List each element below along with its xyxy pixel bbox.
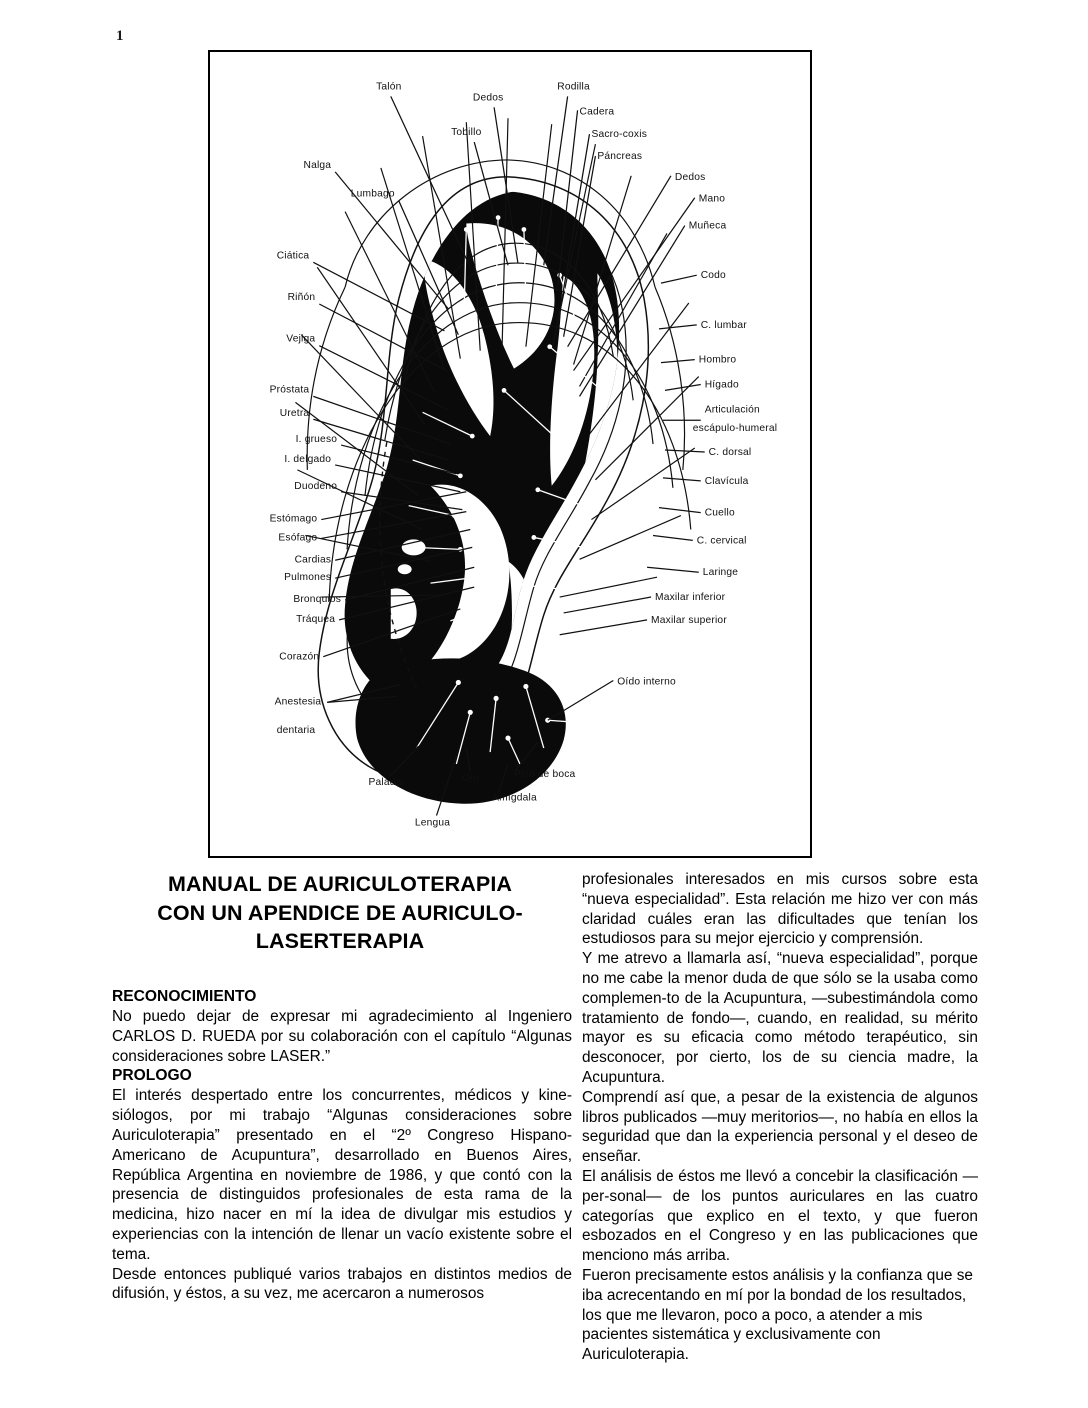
- label-rodilla: Rodilla: [557, 81, 590, 93]
- label-hombro: Hombro: [698, 354, 737, 366]
- heading-prologo: PROLOGO: [112, 1067, 192, 1085]
- page-title: [112, 870, 568, 956]
- label-cardias: Cardias: [294, 554, 332, 566]
- ear-illustration: [295, 118, 698, 804]
- label-cuello: Cuello: [704, 507, 735, 519]
- title-line-2: CON UN APENDICE DE AURICULO-: [157, 900, 523, 925]
- label-uretra: Uretra: [279, 408, 310, 420]
- label-c-dorsal: C. dorsal: [708, 446, 752, 458]
- label-c-lumbar: C. lumbar: [700, 319, 747, 331]
- label-clavicula: Clavícula: [704, 475, 749, 487]
- paragraph-right-3: Comprendí así que, a pesar de la existencia de algunos libros publicados —muy meritorios—, no había en ellos la seguridad que dan la experiencia personal y el deseo de enseñar.: [582, 1088, 978, 1166]
- title-line-3: LASERTERAPIA: [255, 929, 425, 954]
- label-laringe: Laringe: [702, 567, 739, 579]
- paragraph-prologo-2: Desde entonces publiqué varios trabajos en distintos medios de difusión, y éstos, a su vez, me acercaron a numerosos: [112, 1265, 572, 1303]
- paragraph-reconocimiento: No puedo dejar de expresar mi agradecimiento al Ingeniero CARLOS D. RUEDA por su colaboración con el capítulo “Algunas consideraciones sobre LASER.”: [112, 1008, 572, 1065]
- label-mano: Mano: [698, 193, 726, 205]
- label-traquea: Tráquea: [296, 613, 336, 625]
- label-maxilar-inferior: Maxilar inferior: [655, 592, 726, 604]
- label-anestesia: Anestesia: [274, 696, 322, 708]
- label-dedos-top: Dedos: [472, 92, 504, 104]
- label-dedos-right: Dedos: [674, 171, 706, 183]
- label-i-grueso: I. grueso: [295, 434, 338, 446]
- title-line-1: MANUAL DE AURICULOTERAPIA: [167, 872, 513, 896]
- right-text-column: [582, 870, 978, 1365]
- label-articulacion: Articulación: [704, 404, 760, 416]
- label-nalga: Nalga: [303, 159, 332, 171]
- label-talon: Talón: [376, 81, 402, 93]
- label-lengua: Lengua: [414, 817, 451, 829]
- page-number: 1: [116, 28, 124, 44]
- label-c-cervical: C. cervical: [696, 535, 747, 547]
- paragraph-right-1: profesionales interesados en mis cursos sobre esta “nueva especialidad”. Esta relación me hizo ver con más claridad cuáles eran las dificultades que tenían los estudiosos para su mejor ejercicio y comprensión.: [582, 871, 978, 948]
- paragraph-right-2: Y me atrevo a llamarla así, “nueva especialidad”, porque no me cabe la menor duda de que sólo se la usaba como complemen-to de la Acupuntura, —subestimándola como tratamiento de fondo—, cuando, en realidad, su mérito mayor es su eficacia como método terapéutico, sin desconocer, por cierto, los de su ciencia madre, la Acupuntura.: [582, 950, 978, 1086]
- label-amigdala: Amígdala: [492, 792, 537, 804]
- paragraph-prologo-1: El interés despertado entre los concurrentes, médicos y kine-siólogos, por mi trabajo “Algunas consideraciones sobre Auriculoterapia” presentado en el “2º Congreso Hispano-Americano de Acupuntura”, desarrollado en Buenos Aires, República Argentina en noviembre de 1986, y que contó con la presencia de distinguidos profesionales de esta rama de la medicina, hizo nacer en mí la idea de divulgar mis estudios y experiencias con la intención de llenar un vacío existente sobre el tema.: [112, 1087, 572, 1263]
- label-tobillo: Tobillo: [451, 127, 482, 139]
- paragraph-right-5: Fueron precisamente estos análisis y la confianza que se iba acrecentando en mí por la bondad de los resultados, los que me llevaron, poco a poco, a atender a mis pacientes sistemática y exclusivamente con Auriculoterapia.: [582, 1266, 973, 1364]
- label-pulmones: Pulmones: [284, 572, 332, 584]
- label-estomago: Estómago: [269, 513, 318, 525]
- label-maxilar-superior: Maxilar superior: [651, 614, 727, 626]
- label-cadera: Cadera: [579, 106, 615, 118]
- label-ciatica: Ciática: [276, 250, 310, 262]
- label-esofago: Esófago: [278, 532, 318, 544]
- paragraph-right-4: El análisis de éstos me llevó a concebir la clasificación —per-sonal— de los puntos auriculares en las cuatro categorías que explico en el texto, y que fueron esbozados en el Congreso y en las publicaciones que menciono más arriba.: [582, 1167, 978, 1265]
- label-i-delgado: I. delgado: [284, 453, 332, 465]
- label-corazon: Corazón: [279, 651, 320, 663]
- label-rinon: Riñón: [287, 292, 316, 304]
- label-duodeno: Duodeno: [294, 480, 338, 492]
- label-paladar: Paladar: [368, 776, 406, 788]
- label-bronquios: Bronquios: [293, 594, 342, 606]
- label-prostata: Próstata: [269, 384, 310, 396]
- left-text-column: [112, 987, 572, 1304]
- label-oido-interno: Oído interno: [617, 676, 676, 688]
- label-pancreas: Páncreas: [597, 150, 643, 162]
- label-sacro-coxis: Sacro-coxis: [591, 129, 648, 141]
- label-codo: Codo: [700, 270, 726, 282]
- heading-reconocimiento: RECONOCIMIENTO: [112, 988, 257, 1005]
- label-vejiga: Vejiga: [286, 333, 316, 345]
- label-lumbago: Lumbago: [350, 188, 395, 200]
- label-muneca: Muñeca: [688, 220, 727, 232]
- label-ojo: Ojo: [462, 772, 479, 784]
- label-higado: Hígado: [704, 379, 739, 391]
- ear-map-figure: [208, 50, 812, 858]
- ear-map-svg: [210, 52, 810, 856]
- label-piso-de-boca: Piso de boca: [513, 768, 576, 780]
- label-escapulo-humeral: escápulo-humeral: [692, 423, 778, 435]
- label-dentaria: dentaria: [276, 725, 316, 737]
